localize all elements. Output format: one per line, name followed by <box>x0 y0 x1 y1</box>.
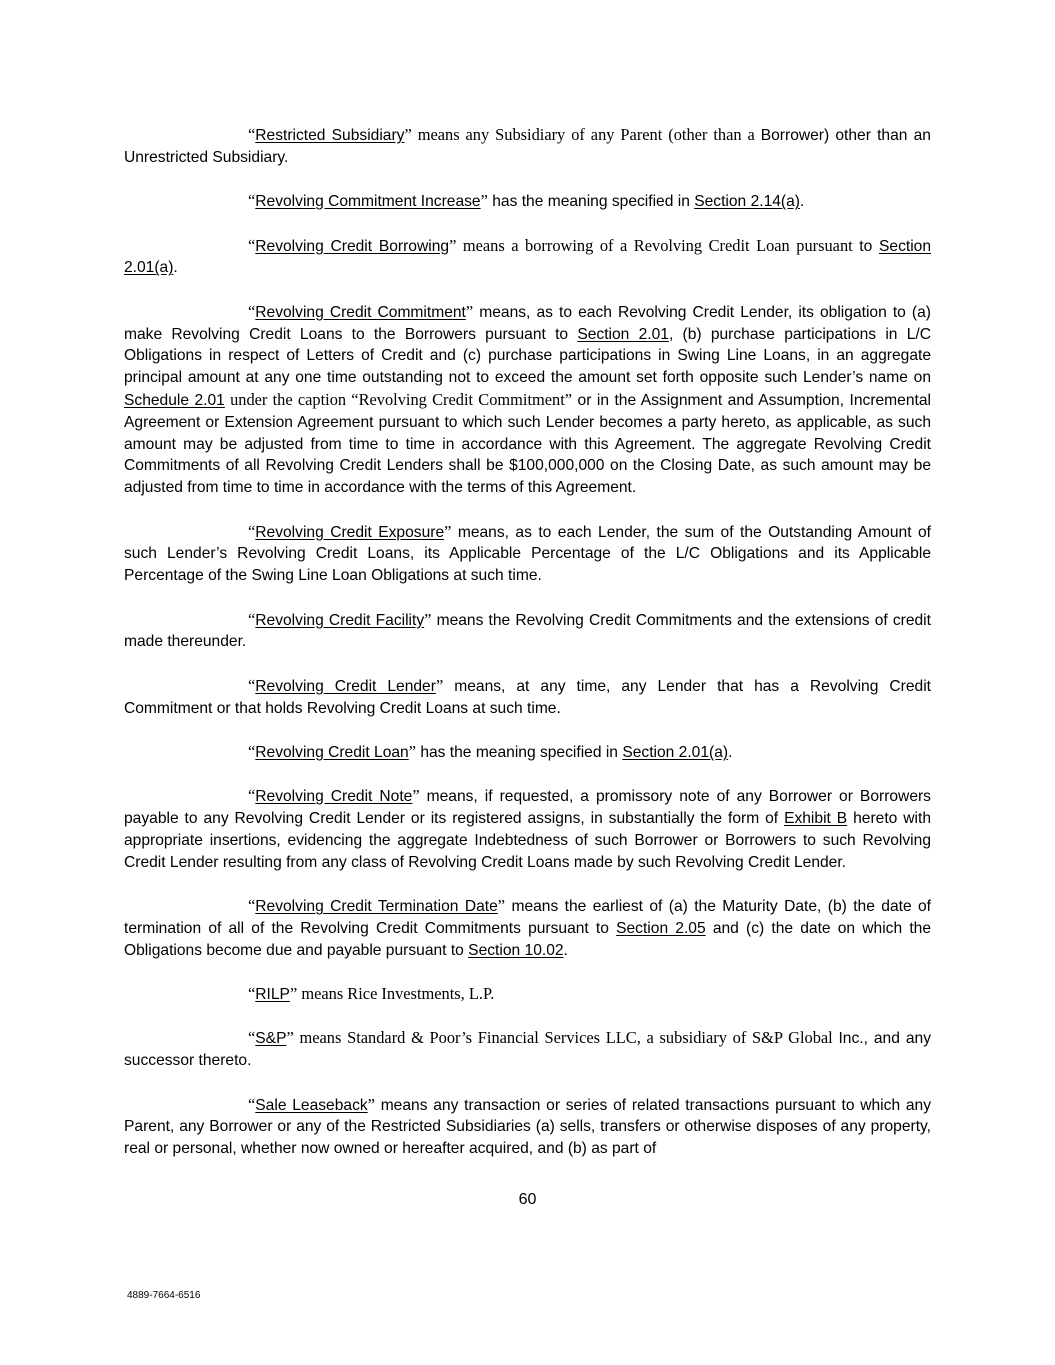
definition-text: hereto with appropriate insertions, evidencing the aggregate Indebtedness of such Borrower or Borrowers to such Revolving Credit Lender resulting from any class of Revolving Credit Loans made by such Revolving Credit Lender. <box>124 810 931 871</box>
document-body <box>124 124 931 1182</box>
definition-text: and (c) the date on which the Obligations become due and payable pursuant to <box>124 919 931 959</box>
definition-paragraph: “Revolving Credit Termination Date” means the earliest of (a) the Maturity Date, (b) the date of termination of all of the Revolving Credit Commitments pursuant to Section 2.05 and (c) the date on which the Obligations become due and payable pursuant to Section 10.02. <box>124 896 932 959</box>
definition-paragraph: “Revolving Credit Facility” means the Revolving Credit Commitments and the extensions of credit made thereunder. <box>124 609 931 651</box>
defined-term: S&P <box>255 1030 287 1048</box>
defined-term: Revolving Credit Termination Date <box>255 898 498 916</box>
definition-paragraph: “S&P” means Standard & Poor’s Financial Services LLC, a subsidiary of S&P Global Inc., and any successor thereto. <box>124 1028 931 1070</box>
definition-text: . <box>728 743 733 761</box>
definition-paragraph: “Revolving Credit Borrowing” means a borrowing of a Revolving Credit Loan pursuant to Section 2.01(a). <box>124 235 932 277</box>
definition-text: means any transaction or series of related transactions pursuant to which any Parent, any Borrower or any of the Restricted Subsidiaries (a) sells, transfers or otherwise disposes of any property, real or personal, whether now owned or hereafter acquired, and (b) as part of <box>124 1096 932 1158</box>
definition-paragraph: “Revolving Commitment Increase” has the meaning specified in Section 2.14(a). <box>248 191 805 211</box>
definition-text: means Rice Investments, L.P. <box>297 984 495 1004</box>
definition-text: has the meaning specified in <box>416 743 623 761</box>
definition-text: means, if requested, a promissory note of any Borrower or Borrowers payable to any Revolving Credit Lender or its registered assigns, in substantially the form of <box>124 788 931 828</box>
page-number: 60 <box>518 1191 537 1208</box>
defined-term: Sale Leaseback <box>255 1096 368 1114</box>
definition-text: under the caption “Revolving Credit Commitment” <box>224 389 573 409</box>
defined-term: Revolving Credit Facility <box>255 611 425 629</box>
defined-term: RILP <box>255 986 290 1004</box>
document-id: 4889-7664-6516 <box>127 1290 201 1301</box>
definition-text: means the earliest of (a) the Maturity Date, (b) the date of termination of all of the Revolving Credit Commitments pursuant to <box>124 898 932 937</box>
definition-text: or in the Assignment and Assumption, Incremental Agreement or Extension Agreement pursuant to which such Lender becomes a party hereto, as applicable, as such amount may be adjusted from time to time in accordance with this Agreement. The aggregate Revolving Credit Commitments of all Revolving Credit Lenders shall be $100,000,000 on the Closing Date, as such amount may be adjusted from time to time in accordance with the terms of this Agreement. <box>124 391 931 497</box>
cross-reference: Section 2.01 <box>577 325 669 343</box>
definition-text: . <box>563 941 568 959</box>
defined-term: Revolving Credit Loan <box>255 743 409 761</box>
cross-reference: Section 2.01(a) <box>622 743 729 761</box>
definition-text: means, as to each Revolving Credit Lender, its obligation to (a) make Revolving Credit Loans to the Borrowers pursuant to <box>124 303 931 343</box>
definition-text: means any Subsidiary of any Parent (other than a <box>411 125 761 144</box>
definition-paragraph: “Revolving Credit Exposure” means, as to each Lender, the sum of the Outstanding Amount of such Lender’s Revolving Credit Loans, its Applicable Percentage of the L/C Obligations and its Applicable Percentage of the Swing Line Loan Obligations at such time. <box>124 521 931 585</box>
cross-reference: Section 10.02 <box>468 941 564 959</box>
definition-text: means Standard & Poor’s Financial Services LLC, a subsidiary of S&P Global <box>293 1028 839 1048</box>
definition-paragraph: “Restricted Subsidiary” means any Subsidiary of any Parent (other than a Borrower) other than an Unrestricted Subsidiary. <box>124 125 931 166</box>
cross-reference: Section 2.14(a) <box>694 193 800 211</box>
definition-text: means, at any time, any Lender that has a Revolving Credit Commitment or that holds Revolving Credit Loans at such time. <box>124 677 931 717</box>
definition-text: means a borrowing of a Revolving Credit Loan pursuant <box>456 235 860 255</box>
defined-term: Restricted Subsidiary <box>255 127 405 144</box>
definition-paragraph: “Revolving Credit Note” means, if requested, a promissory note of any Borrower or Borrowers payable to any Revolving Credit Lender or its registered assigns, in substantially the form of Exhibit B hereto with appropriate insertions, evidencing the aggregate Indebtedness of such Borrower or Borrowers to such Revolving Credit Lender resulting from any class of Revolving Credit Loans made by such Revolving Credit Lender. <box>124 786 931 871</box>
definition-text: has the meaning specified in <box>487 193 695 211</box>
cross-reference: Section 2.01(a) <box>124 237 932 277</box>
definition-text: Inc., and any successor thereto. <box>124 1030 931 1070</box>
definition-paragraph: “Revolving Credit Commitment” means, as to each Revolving Credit Lender, its obligation to (a) make Revolving Credit Loans to the Borrowers pursuant to Section 2.01, (b) purchase participations in L/C Obligations in respect of Letters of Credit and (c) purchase participations in Swing Line Loans, in an aggregate principal amount at any one time outstanding not to exceed the amount set forth opposite such Lender’s name on Schedule 2.01 under the caption “Revolving Credit Commitment” or in the Assignment and Assumption, Incremental Agreement or Extension Agreement pursuant to which such Lender becomes a party hereto, as applicable, as such amount may be adjusted from time to time in accordance with this Agreement. The aggregate Revolving Credit Commitments of all Revolving Credit Lenders shall be $100,000,000 on the Closing Date, as such amount may be adjusted from time to time in accordance with the terms of this Agreement. <box>124 301 931 497</box>
cross-reference: Exhibit B <box>784 810 848 828</box>
definition-text: means, as to each Lender, the sum of the Outstanding Amount of such Lender’s Revolving Credit Loans, its Applicable Percentage of the L/C Obligations and its Applicable Percentage of the Swing Line Loan Obligations at such time. <box>124 523 931 585</box>
defined-term: Revolving Commitment Increase <box>255 193 481 211</box>
defined-term: Revolving Credit Exposure <box>255 523 445 541</box>
definition-paragraph: “Sale Leaseback” means any transaction or series of related transactions pursuant to which any Parent, any Borrower or any of the Restricted Subsidiaries (a) sells, transfers or otherwise disposes of any property, real or personal, whether now owned or hereafter acquired, and (b) as part of <box>124 1094 932 1158</box>
defined-term: Revolving Credit Lender <box>255 677 436 695</box>
definition-text: , (b) purchase participations in L/C Obligations in respect of Letters of Credit and (c) purchase participations in Swing Line Loans, in an aggregate principal amount at any one time outstanding not to exceed the amount set forth opposite such Lender’s name on <box>124 325 931 387</box>
defined-term: Revolving Credit Note <box>255 788 413 806</box>
definition-text: . <box>799 193 805 211</box>
definition-paragraph: “RILP” means Rice Investments, L.P. <box>248 984 495 1004</box>
definition-text: means the Revolving Credit Commitments and the extensions of credit made thereunder. <box>124 611 931 651</box>
cross-reference: Schedule 2.01 <box>124 391 225 409</box>
definition-text: . <box>173 259 178 277</box>
defined-term: Revolving Credit Borrowing <box>255 237 450 255</box>
cross-reference: Section 2.05 <box>616 919 706 937</box>
definition-text: to <box>859 237 879 255</box>
definition-paragraph: “Revolving Credit Lender” means, at any time, any Lender that has a Revolving Credit Commitment or that holds Revolving Credit Loans at such time. <box>124 675 931 717</box>
defined-term: Revolving Credit Commitment <box>255 303 466 321</box>
definition-text: Borrower) other than an Unrestricted Subsidiary. <box>124 127 931 166</box>
definition-paragraph: “Revolving Credit Loan” has the meaning specified in Section 2.01(a). <box>248 741 733 761</box>
